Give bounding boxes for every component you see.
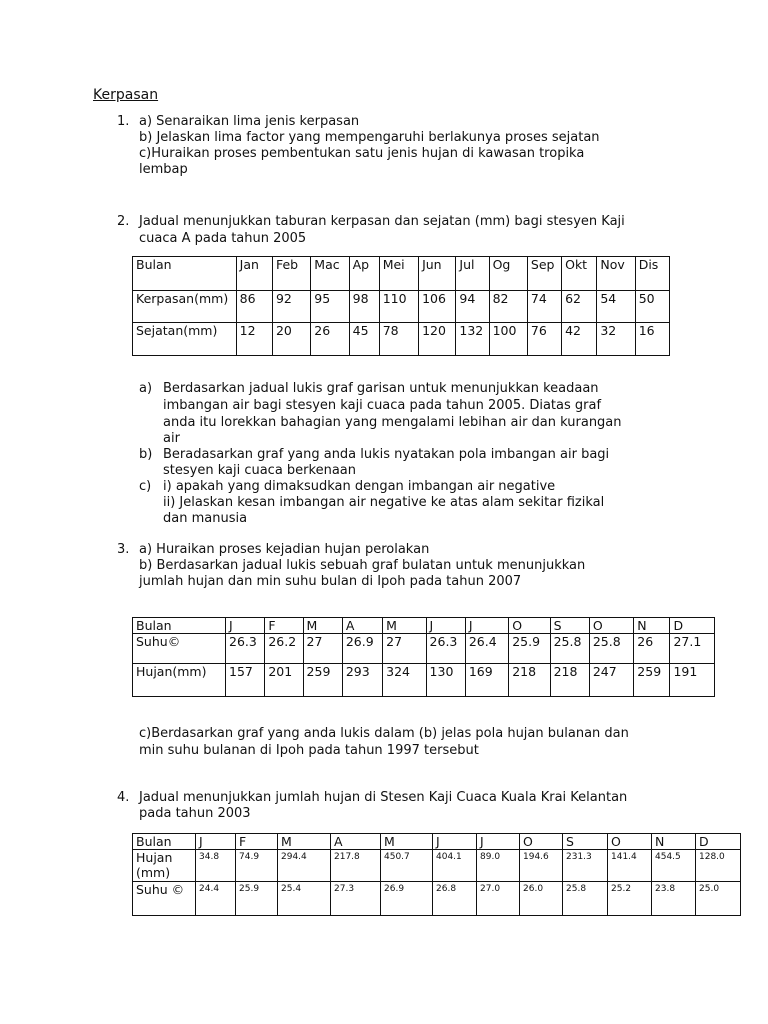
question-line: jumlah hujan dan min suhu bulan di Ipoh pada tahun 2007 <box>139 574 522 589</box>
table-cell: Kerpasan(mm) <box>133 291 237 323</box>
table-cell: 86 <box>236 291 272 323</box>
header-cell: Bulan <box>133 257 237 291</box>
table-cell: 92 <box>272 291 310 323</box>
header-cell: A <box>331 834 381 850</box>
table-cell: 141.4 <box>608 850 652 882</box>
question-line: cuaca A pada tahun 2005 <box>139 231 307 246</box>
table-cell: 294.4 <box>278 850 331 882</box>
header-cell: J <box>465 618 508 634</box>
table-cell: 74 <box>527 291 561 323</box>
header-cell: O <box>608 834 652 850</box>
table-cell: 95 <box>311 291 349 323</box>
table-cell: 89.0 <box>477 850 520 882</box>
table-cell: 259 <box>303 664 342 697</box>
table-cell: 218 <box>550 664 589 697</box>
table-cell: 62 <box>562 291 597 323</box>
question-line: pada tahun 2003 <box>139 806 251 821</box>
table-header-row <box>133 257 670 291</box>
table-cell: 247 <box>589 664 633 697</box>
question-number: 3. <box>117 542 130 557</box>
table-cell: 27.1 <box>670 634 715 664</box>
table-cell: 26.3 <box>226 634 265 664</box>
part-line: Beradasarkan graf yang anda lukis nyatakan pola imbangan air bagi <box>163 447 610 462</box>
part-line: dan manusia <box>163 511 248 526</box>
table-cell: 26.4 <box>465 634 508 664</box>
page-title: Kerpasan <box>93 87 159 103</box>
table-header-row <box>133 618 715 634</box>
header-cell: D <box>670 618 715 634</box>
header-cell: Bulan <box>133 618 226 634</box>
data-table-kerpasan-sejatan <box>132 256 670 356</box>
header-cell: J <box>226 618 265 634</box>
table-cell: 27 <box>383 634 426 664</box>
part-line: c)Berdasarkan graf yang anda lukis dalam (b) jelas pola hujan bulanan dan <box>139 726 629 741</box>
table-cell: 54 <box>597 291 635 323</box>
header-cell: Mei <box>379 257 418 291</box>
table-cell: 45 <box>349 323 379 356</box>
table-cell: Sejatan(mm) <box>133 323 237 356</box>
part-line: stesyen kaji cuaca berkenaan <box>163 463 356 478</box>
header-cell: N <box>652 834 696 850</box>
header-cell: Dis <box>635 257 669 291</box>
header-cell: A <box>342 618 382 634</box>
part-line: anda itu lorekkan bahagian yang mengalami lebihan air dan kurangan <box>163 415 622 430</box>
header-cell: N <box>634 618 670 634</box>
table-header-row <box>133 834 741 850</box>
table-cell: 132 <box>456 323 489 356</box>
table-cell: 16 <box>635 323 669 356</box>
table-cell: 25.8 <box>550 634 589 664</box>
table-cell: 130 <box>426 664 465 697</box>
table-cell: 259 <box>634 664 670 697</box>
header-cell: D <box>696 834 741 850</box>
header-cell: Jul <box>456 257 489 291</box>
table-cell: 23.8 <box>652 882 696 916</box>
data-table-hujan-kuala-krai <box>132 833 741 916</box>
table-cell: 50 <box>635 291 669 323</box>
header-cell: O <box>520 834 563 850</box>
header-cell: Jan <box>236 257 272 291</box>
table-cell: 450.7 <box>381 850 433 882</box>
header-cell: M <box>381 834 433 850</box>
header-cell: Okt <box>562 257 597 291</box>
part-line: ii) Jelaskan kesan imbangan air negative ke atas alam sekitar fizikal <box>163 495 605 510</box>
table-cell: 25.9 <box>509 634 550 664</box>
header-cell: J <box>433 834 477 850</box>
table-cell: 78 <box>379 323 418 356</box>
table-cell: 110 <box>379 291 418 323</box>
header-cell: Nov <box>597 257 635 291</box>
table-cell: 217.8 <box>331 850 381 882</box>
question-line: a) Huraikan proses kejadian hujan perolakan <box>139 542 430 557</box>
header-cell: J <box>196 834 236 850</box>
table-cell: 25.2 <box>608 882 652 916</box>
table-cell: 25.8 <box>589 634 633 664</box>
header-cell: O <box>589 618 633 634</box>
part-line: Berdasarkan jadual lukis graf garisan untuk menunjukkan keadaan <box>163 381 599 396</box>
table-cell: 26.8 <box>433 882 477 916</box>
table-cell: 27.0 <box>477 882 520 916</box>
table-cell: 201 <box>265 664 303 697</box>
table-cell: 34.8 <box>196 850 236 882</box>
part-line: imbangan air bagi stesyen kaji cuaca pada tahun 2005. Diatas graf <box>163 398 602 413</box>
question-number: 2. <box>117 214 130 229</box>
table-cell: 324 <box>383 664 426 697</box>
question-line: Jadual menunjukkan taburan kerpasan dan sejatan (mm) bagi stesyen Kaji <box>139 214 625 229</box>
table-cell: 32 <box>597 323 635 356</box>
table-cell: 157 <box>226 664 265 697</box>
table-cell: Hujan (mm) <box>133 850 196 882</box>
table-cell: 76 <box>527 323 561 356</box>
question-line: lembap <box>139 162 188 177</box>
table-cell: 120 <box>419 323 456 356</box>
table-cell: 12 <box>236 323 272 356</box>
table-cell: 404.1 <box>433 850 477 882</box>
question-line: b) Jelaskan lima factor yang mempengaruhi berlakunya proses sejatan <box>139 130 600 145</box>
part-label: c) <box>139 479 152 494</box>
table-cell: 26.9 <box>381 882 433 916</box>
header-cell: Sep <box>527 257 561 291</box>
table-cell: Suhu© <box>133 634 226 664</box>
table-cell: 293 <box>342 664 382 697</box>
header-cell: Jun <box>419 257 456 291</box>
table-cell: 106 <box>419 291 456 323</box>
header-cell: Ap <box>349 257 379 291</box>
table-cell: 25.9 <box>236 882 278 916</box>
header-cell: F <box>236 834 278 850</box>
table-cell: 218 <box>509 664 550 697</box>
table-cell: 42 <box>562 323 597 356</box>
table-cell: 24.4 <box>196 882 236 916</box>
header-cell: M <box>383 618 426 634</box>
header-cell: J <box>477 834 520 850</box>
table-row <box>133 664 715 697</box>
table-cell: 194.6 <box>520 850 563 882</box>
table-cell: 25.8 <box>563 882 608 916</box>
table-cell: Hujan(mm) <box>133 664 226 697</box>
table-row <box>133 882 741 916</box>
table-cell: 98 <box>349 291 379 323</box>
part-line: min suhu bulanan di Ipoh pada tahun 1997 tersebut <box>139 743 479 758</box>
table-row <box>133 850 741 882</box>
table-row <box>133 634 715 664</box>
question-line: c)Huraikan proses pembentukan satu jenis hujan di kawasan tropika <box>139 146 585 161</box>
table-cell: 25.4 <box>278 882 331 916</box>
header-cell: F <box>265 618 303 634</box>
data-table-suhu-hujan-ipoh <box>132 617 715 697</box>
table-cell: 26.9 <box>342 634 382 664</box>
header-cell: S <box>563 834 608 850</box>
table-cell: 82 <box>489 291 527 323</box>
part-label: a) <box>139 381 153 396</box>
table-cell: 231.3 <box>563 850 608 882</box>
table-cell: 74.9 <box>236 850 278 882</box>
question-number: 1. <box>117 114 130 129</box>
question-line: b) Berdasarkan jadual lukis sebuah graf bulatan untuk menunjukkan <box>139 558 586 573</box>
table-cell: 454.5 <box>652 850 696 882</box>
part-line: air <box>163 431 180 446</box>
question-line: a) Senaraikan lima jenis kerpasan <box>139 114 360 129</box>
question-number: 4. <box>117 790 130 805</box>
table-cell: 94 <box>456 291 489 323</box>
header-cell: Bulan <box>133 834 196 850</box>
table-cell: 169 <box>465 664 508 697</box>
table-cell: 20 <box>272 323 310 356</box>
table-cell: 26 <box>311 323 349 356</box>
question-line: Jadual menunjukkan jumlah hujan di Stesen Kaji Cuaca Kuala Krai Kelantan <box>139 790 628 805</box>
table-row <box>133 291 670 323</box>
table-cell: 25.0 <box>696 882 741 916</box>
table-cell: 100 <box>489 323 527 356</box>
table-cell: 26.2 <box>265 634 303 664</box>
header-cell: M <box>303 618 342 634</box>
table-cell: 191 <box>670 664 715 697</box>
table-cell: Suhu © <box>133 882 196 916</box>
header-cell: Og <box>489 257 527 291</box>
header-cell: Feb <box>272 257 310 291</box>
header-cell: S <box>550 618 589 634</box>
table-cell: 27.3 <box>331 882 381 916</box>
header-cell: J <box>426 618 465 634</box>
table-cell: 128.0 <box>696 850 741 882</box>
table-cell: 26 <box>634 634 670 664</box>
header-cell: O <box>509 618 550 634</box>
part-line: i) apakah yang dimaksudkan dengan imbangan air negative <box>163 479 556 494</box>
table-row <box>133 323 670 356</box>
part-label: b) <box>139 447 153 462</box>
header-cell: M <box>278 834 331 850</box>
table-cell: 26.0 <box>520 882 563 916</box>
header-cell: Mac <box>311 257 349 291</box>
table-cell: 26.3 <box>426 634 465 664</box>
table-cell: 27 <box>303 634 342 664</box>
